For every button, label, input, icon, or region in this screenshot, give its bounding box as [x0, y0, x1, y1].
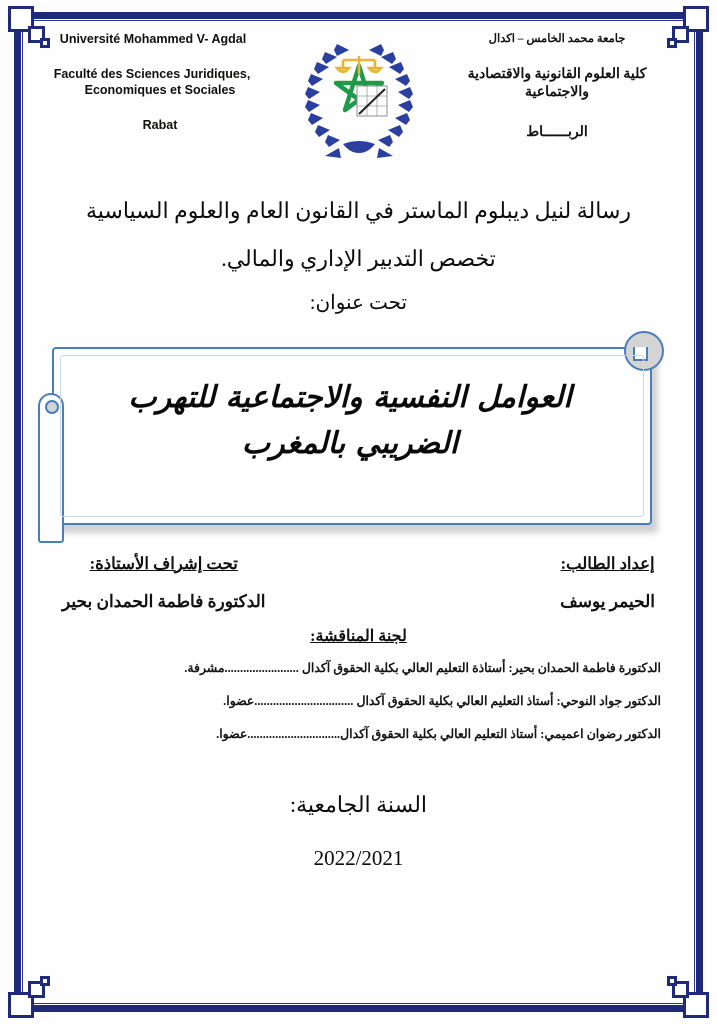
thesis-title: العوامل النفسية والاجتماعية للتهرب الضريبي بالمغرب: [128, 379, 572, 462]
jury-list: [40, 660, 677, 742]
scroll-curl-top-right-icon: [624, 331, 664, 371]
degree-line-master: رسالة لنيل ديبلوم الماستر في القانون العام والعلوم السياسية: [85, 198, 632, 223]
scroll-curl-bottom-left-icon: [38, 393, 64, 543]
student-block: [560, 554, 655, 612]
student-name: الحيمر يوسف: [560, 591, 655, 611]
academic-year-block: [40, 792, 677, 871]
jury-member-3: الدكتور رضوان اعميمي: أستاذ التعليم العالي بكلية الحقوق آكدال..............................عضوا.: [216, 726, 661, 741]
supervisor-name: الدكتورة فاطمة الحمدان بحير: [62, 591, 266, 611]
header-faculty-ar: كلية العلوم القانونية والاقتصادية والاجتماعية: [467, 67, 647, 100]
academic-year-value: 2022/2021: [313, 846, 404, 871]
supervisor-label: تحت إشراف الأستاذة:: [89, 553, 238, 573]
supervisor-block: [62, 554, 266, 612]
degree-statement: [40, 196, 677, 315]
header-arabic-block: [437, 26, 677, 142]
academic-year-label: السنة الجامعية:: [289, 792, 428, 818]
header-faculty-fr-line1: Faculté des Sciences Juridiques,: [53, 67, 251, 82]
student-label: إعداد الطالب:: [560, 553, 655, 573]
header-university-ar: جامعة محمد الخامس – اكدال: [488, 33, 626, 45]
university-crest-logo: [295, 26, 423, 166]
page-content: [40, 26, 677, 996]
title-scroll-container: [40, 331, 677, 536]
header-city-ar: الربــــــاط: [526, 125, 588, 141]
jury-member-1: الدكتورة فاطمة الحمدان بحير: أستاذة التعليم العالي بكلية الحقوق آكدال ........................مشرفة.: [184, 660, 661, 675]
header-university-fr: Université Mohammed V- Agdal: [59, 32, 247, 46]
header-faculty-fr-line2: Economiques et Sociales: [84, 82, 236, 97]
jury-heading: لجنة المناقشة:: [310, 627, 407, 645]
crest-svg: [295, 26, 423, 166]
degree-line-specialty: تخصص التدبير الإداري والمالي.: [221, 245, 496, 271]
jury-member-2: الدكتور جواد النوحي: أستاذ التعليم العالي بكلية الحقوق آكدال ................................عضوا.: [223, 693, 661, 708]
header-city-fr: Rabat: [142, 117, 178, 132]
page-header: [40, 26, 677, 176]
degree-line-under-title: تحت عنوان:: [309, 291, 408, 314]
header-french-block: [40, 26, 280, 133]
authors-row: [40, 554, 677, 612]
